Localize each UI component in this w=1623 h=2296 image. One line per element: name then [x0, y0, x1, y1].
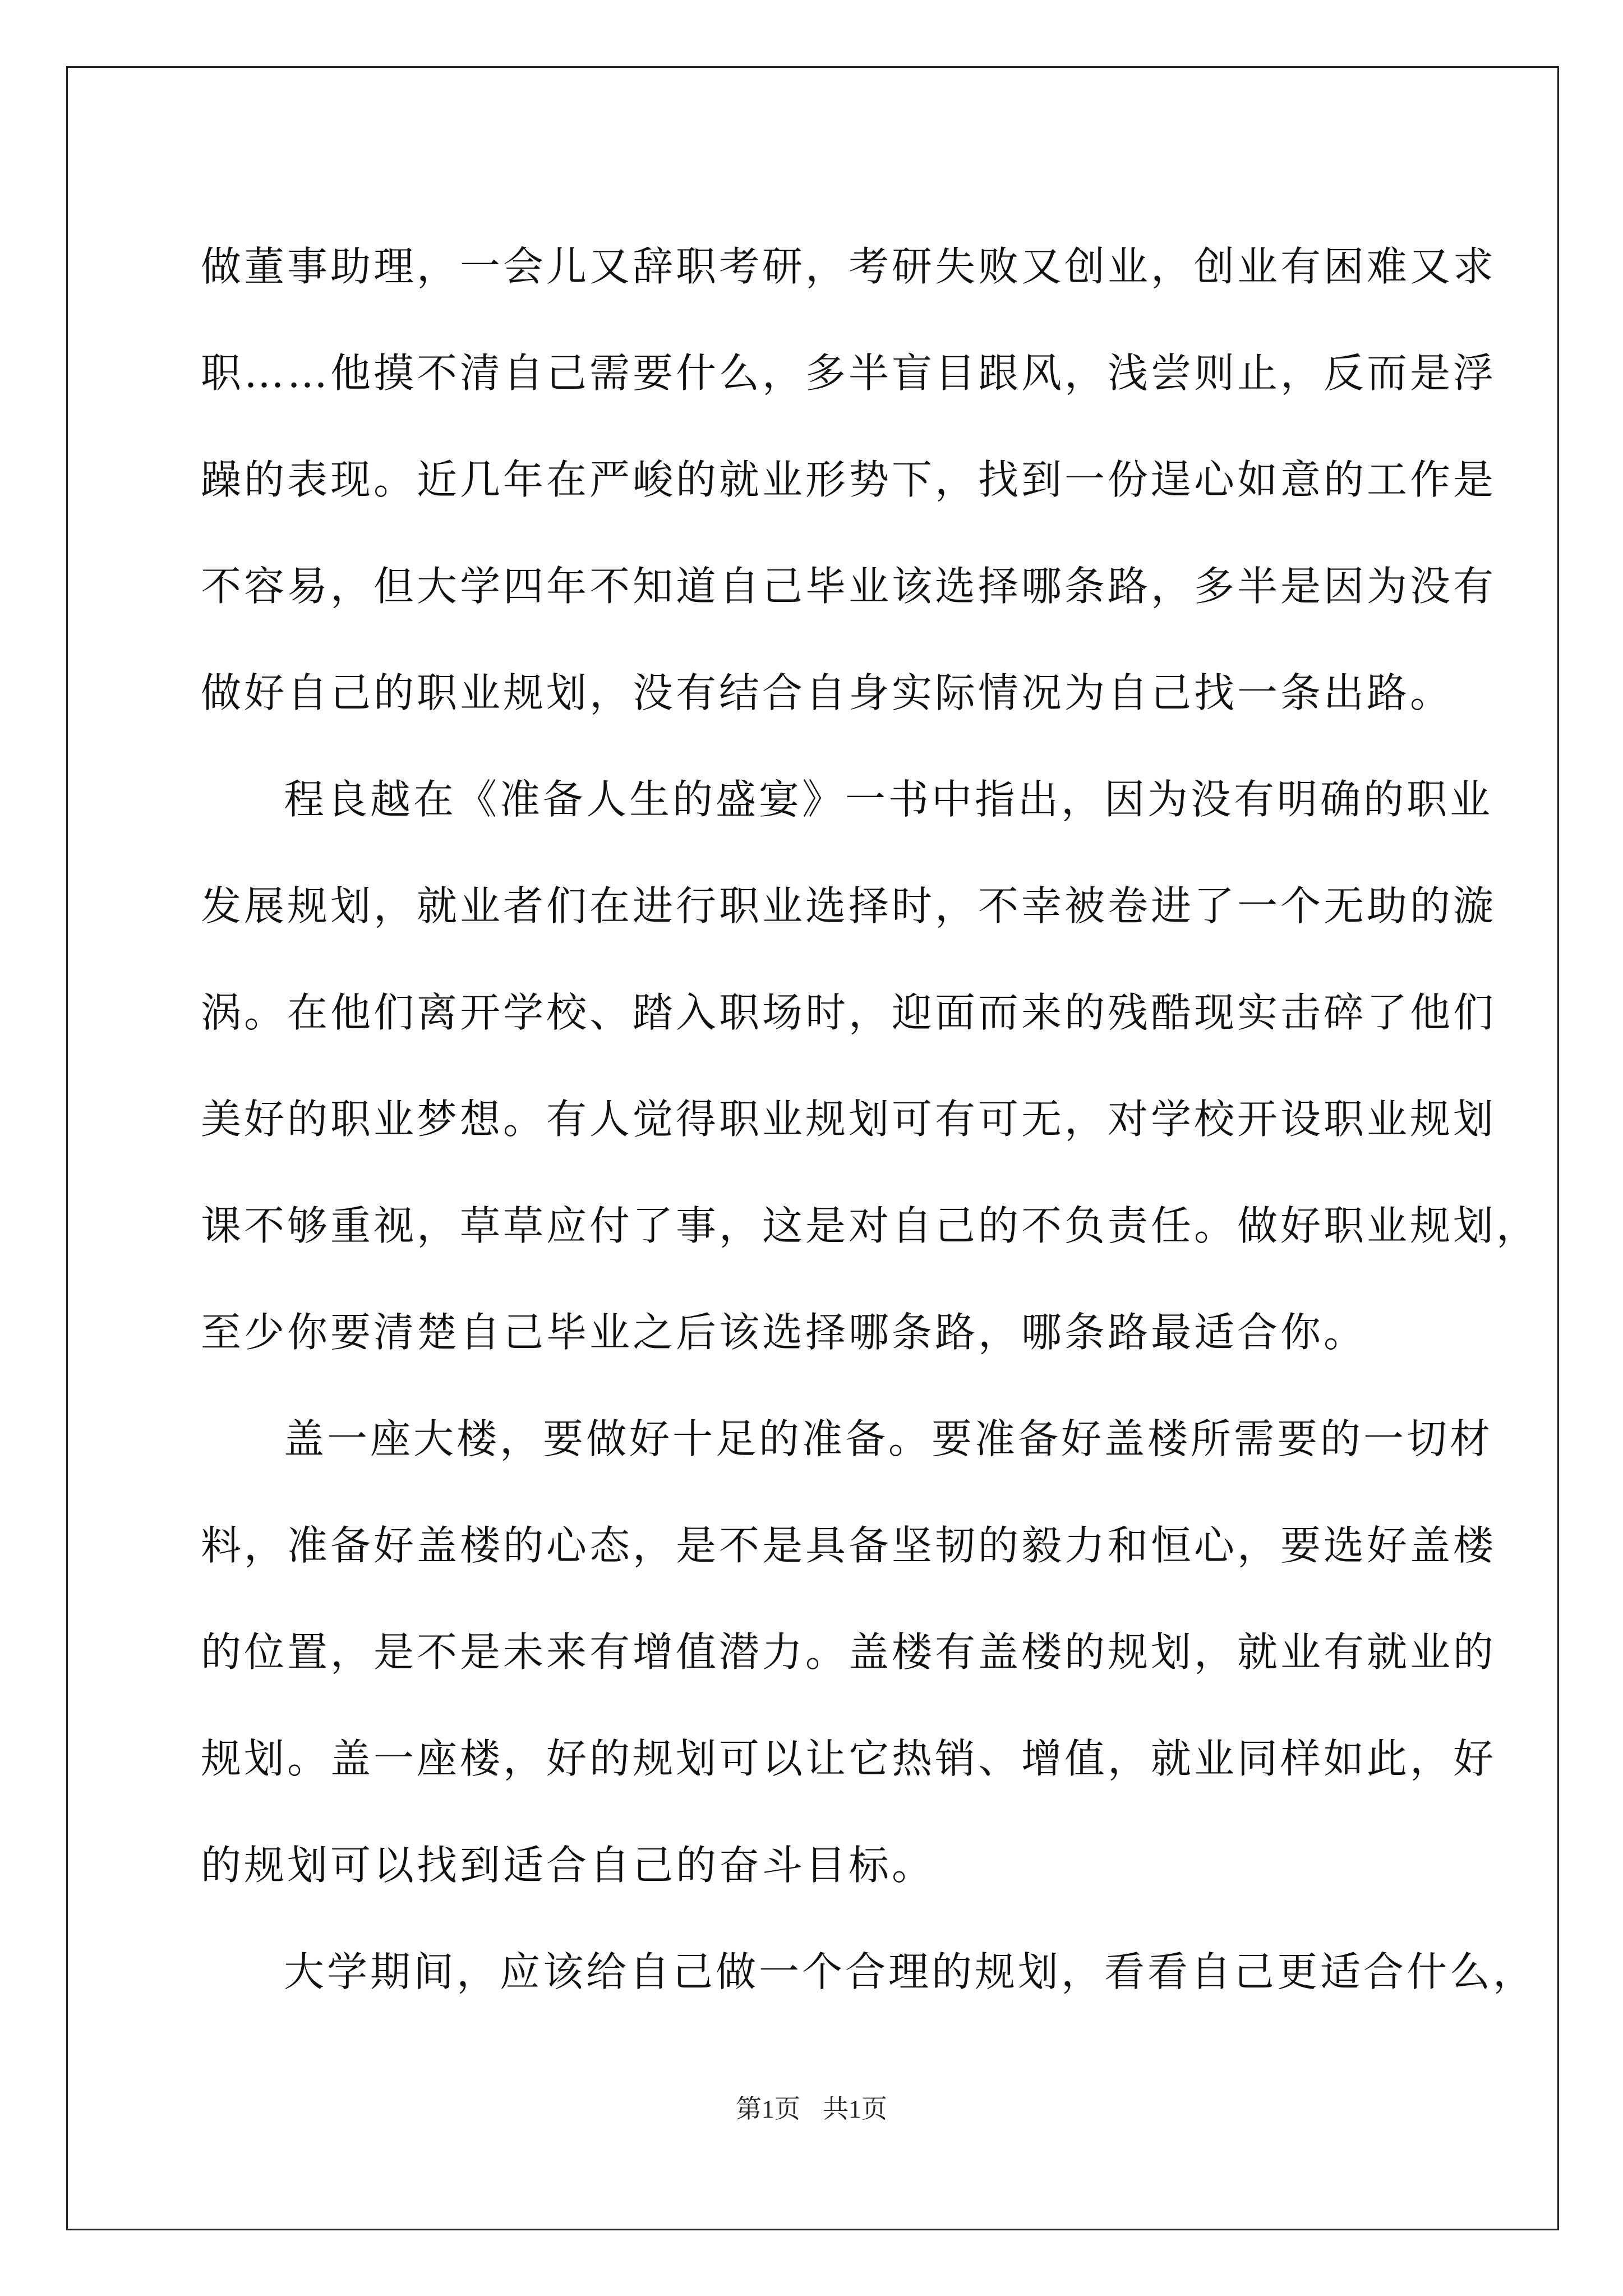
text-line: 至少你要清楚自己毕业之后该选择哪条路，哪条路最适合你。	[201, 1309, 1367, 1356]
text-line: 美好的职业梦想。有人觉得职业规划可有可无，对学校开设职业规划	[201, 1096, 1497, 1143]
paragraph	[201, 1918, 1537, 2025]
text-line: 发展规划，就业者们在进行职业选择时，不幸被卷进了一个无助的漩	[201, 882, 1497, 930]
page-number: 第1页	[736, 2095, 800, 2123]
text-line: 的规划可以找到适合自己的奋斗目标。	[201, 1842, 935, 1889]
text-line: 规划。盖一座楼，好的规划可以让它热销、增值，就业同样如此，好	[201, 1735, 1497, 1782]
page-total: 共1页	[823, 2095, 887, 2123]
paragraph	[201, 1386, 1497, 1918]
text-line: 做好自己的职业规划，没有结合自身实际情况为自己找一条出路。	[201, 669, 1454, 716]
paragraph	[201, 213, 1497, 746]
paragraph	[201, 746, 1540, 1386]
text-line: 做董事助理，一会儿又辞职考研，考研失败又创业，创业有困难又求	[201, 243, 1497, 290]
text-line: 料，准备好盖楼的心态，是不是具备坚韧的毅力和恒心，要选好盖楼	[201, 1522, 1497, 1569]
document-body	[201, 213, 1540, 2025]
text-line: 盖一座大楼，要做好十足的准备。要准备好盖楼所需要的一切材	[284, 1415, 1493, 1462]
text-line: 课不够重视，草草应付了事，这是对自己的不负责任。做好职业规划，	[201, 1202, 1540, 1249]
text-line: 不容易，但大学四年不知道自己毕业该选择哪条路，多半是因为没有	[201, 563, 1497, 610]
page-footer	[0, 2092, 1623, 2126]
text-line: 职……他摸不清自己需要什么，多半盲目跟风，浅尝则止，反而是浮	[201, 349, 1497, 397]
text-line: 躁的表现。近几年在严峻的就业形势下，找到一份逞心如意的工作是	[201, 456, 1497, 503]
text-line: 程良越在《准备人生的盛宴》一书中指出，因为没有明确的职业	[284, 776, 1493, 823]
text-line: 的位置，是不是未来有增值潜力。盖楼有盖楼的规划，就业有就业的	[201, 1628, 1497, 1676]
text-line: 涡。在他们离开学校、踏入职场时，迎面而来的残酷现实击碎了他们	[201, 989, 1497, 1036]
text-line: 大学期间，应该给自己做一个合理的规划，看看自己更适合什么，	[284, 1948, 1537, 1995]
